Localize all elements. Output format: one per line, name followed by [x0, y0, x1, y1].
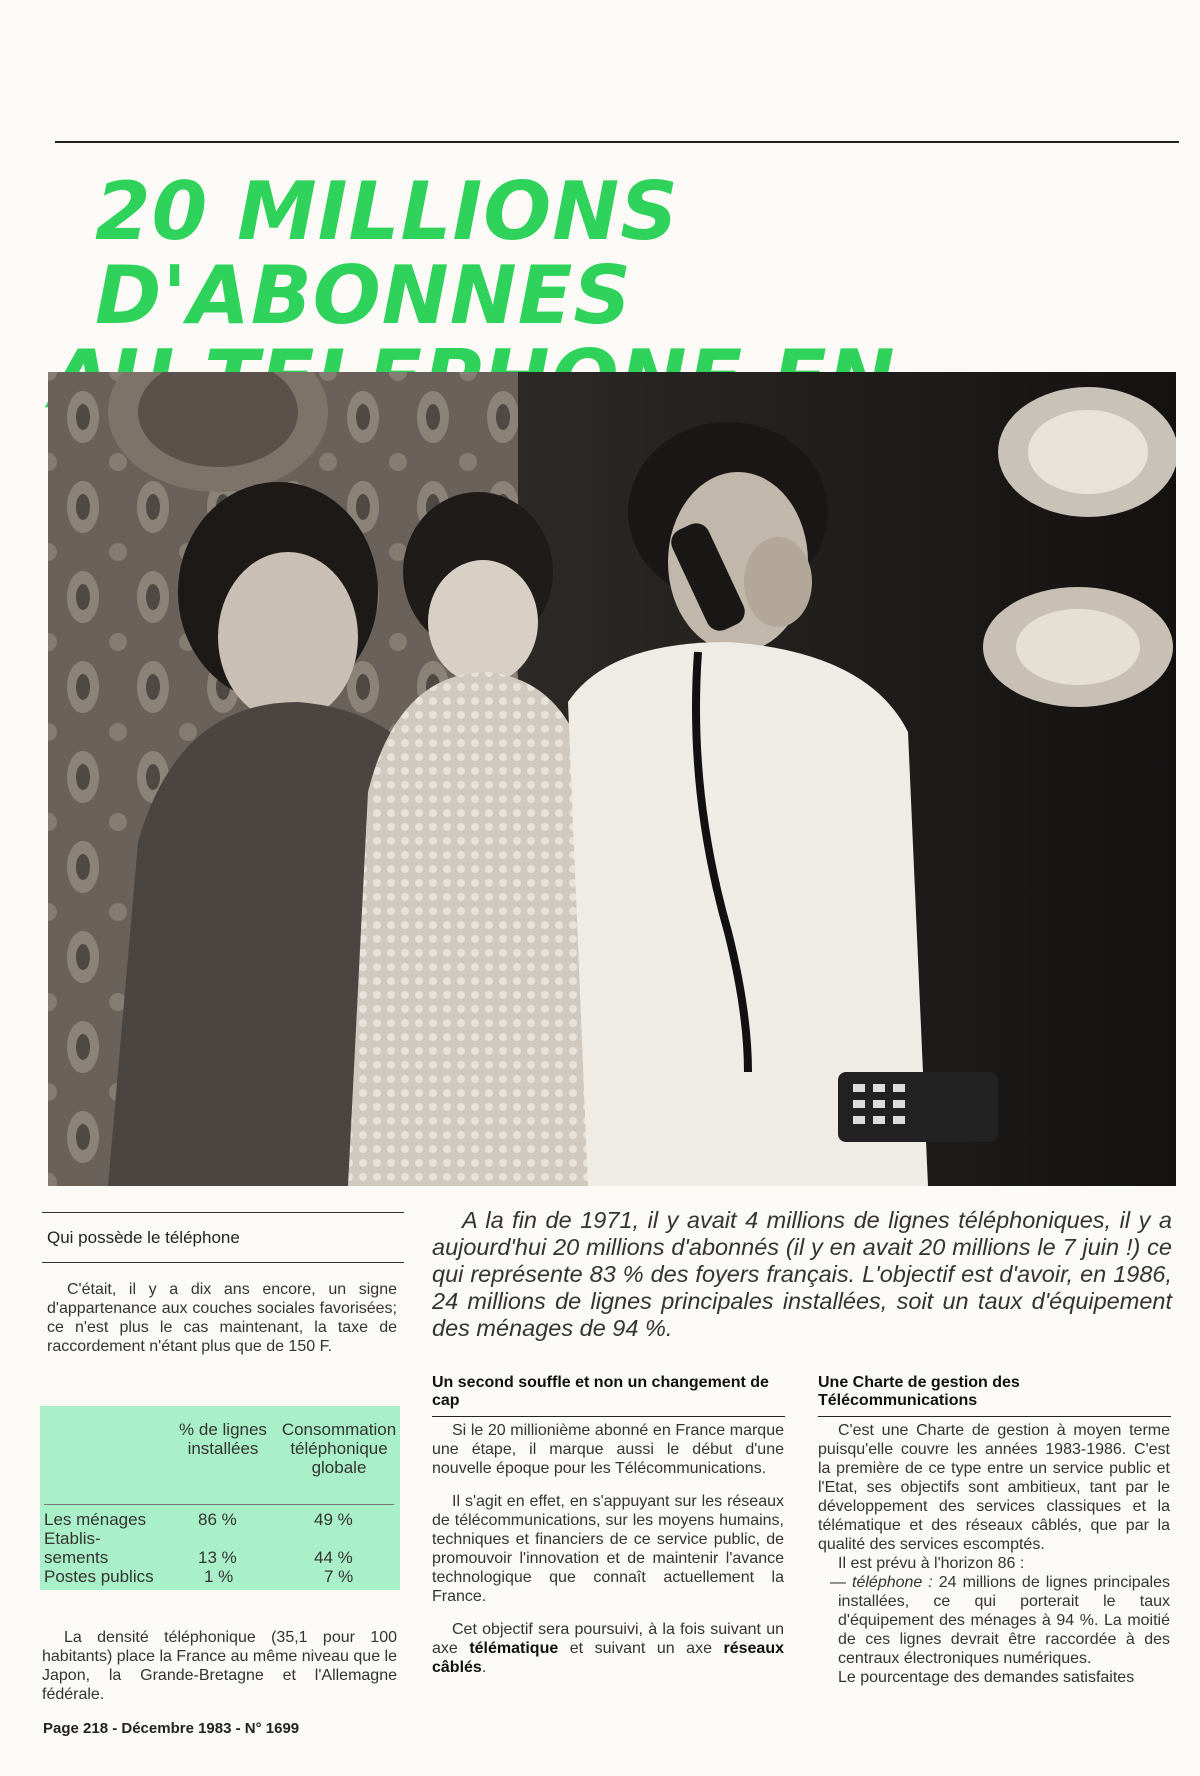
row-conso: 49 % [314, 1510, 353, 1529]
row-lignes: 86 % [198, 1510, 237, 1529]
stats-table [40, 1406, 400, 1590]
family-photo-illustration [48, 372, 1176, 1186]
top-rule [55, 141, 1179, 143]
col2-paragraph-2: Il est prévu à l'horizon 86 : [838, 1555, 1025, 1572]
col2-paragraph-3 [818, 1573, 1170, 1668]
table-row [44, 1567, 394, 1586]
col1-paragraph-2: Il s'agit en effet, en s'appuyant sur les réseaux de télécommunications, sur les moyens humains, techniques et financiers de ce service public, de promouvoir l'innovation et de maintenir l'avance technologique que connaît actuellement la France. [432, 1493, 784, 1605]
sidebar-rule-top [42, 1212, 404, 1213]
col1-p3-start: Cet objectif sera poursuivi, à la fois suivant un axe [432, 1621, 784, 1657]
sidebar-title: Qui possède le téléphone [47, 1228, 240, 1247]
col1-p3-end: . [481, 1659, 487, 1676]
sidebar-text [47, 1280, 397, 1356]
row-label: Les ménages [44, 1510, 147, 1529]
table-rule [44, 1504, 394, 1505]
col1-paragraph-3 [432, 1620, 784, 1677]
row-conso: 44 % [314, 1548, 353, 1567]
row-lignes: 1 % [204, 1567, 234, 1586]
table-row [44, 1529, 394, 1548]
table-row [44, 1510, 394, 1529]
sidebar-paragraph: C'était, il y a dix ans encore, un signe d'appartenance aux couches sociales favorisées; ce n'est plus le cas maintenant, la taxe de raccordement n'étant plus que de 150 F. [47, 1281, 397, 1355]
row-conso: 7 % [324, 1567, 354, 1586]
col1-p3-mid: et suivant un axe [558, 1640, 724, 1657]
family-photo [48, 372, 1176, 1186]
row-label: sements [44, 1548, 109, 1567]
col2-paragraph-4: Le pourcentage des demandes satisfaites [838, 1669, 1135, 1686]
lead-paragraph: A la fin de 1971, il y avait 4 millions de lignes téléphoniques, il y a aujourd'hui 20 millions d'abonnés (il y en avait 20 millions le 7 juin !) ce qui représente 83 % des foyers français. L'objectif est d'avoir, en 1986, 24 millions de lignes principales installées, soit un taux d'équipement des ménages de 94 %. [432, 1207, 1172, 1341]
col2-body [818, 1421, 1170, 1687]
density-paragraph: La densité téléphonique (35,1 pour 100 habitants) place la France au même niveau que le Japon, la Grande-Bretagne et l'Allemagne fédérale. [42, 1629, 397, 1703]
table-row [44, 1548, 394, 1567]
table-header-lignes: % de lignes installées [179, 1420, 267, 1458]
col1-paragraph-1: Si le 20 millionième abonné en France marque une étape, il marque aussi le début d'une nouvelle époque pour les Télécommunications. [432, 1422, 784, 1477]
col1-rule [432, 1416, 785, 1417]
density-text [42, 1628, 397, 1706]
col1-p3-bold-2: réseaux câblés [432, 1640, 784, 1676]
page-footer: Page 218 - Décembre 1983 - N° 1699 [43, 1720, 300, 1737]
row-label: Etablis- [44, 1529, 101, 1548]
col2-p3-italic: téléphone : [852, 1574, 933, 1591]
headline-line-1: 20 MILLIONS D'ABONNES [95, 165, 679, 342]
col1-title: Un second souffle et non un changement de cap [432, 1374, 769, 1409]
col1-p3-bold-1: télématique [469, 1640, 559, 1657]
table-header-conso: Consommation téléphonique globale [281, 1420, 397, 1477]
col2-title: Une Charte de gestion des Télécommunications [818, 1374, 1020, 1409]
col2-paragraph-1: C'est une Charte de gestion à moyen terme puisqu'elle couvre les années 1983-1986. C'est la première de ce type entre un service public et l'Etat, ses objectifs sont ambitieux, tant par le développement des services classiques et la télématique et des réseaux câblés, que par la qualité des services escomptés. [818, 1422, 1170, 1553]
sidebar-rule-bottom [42, 1262, 404, 1263]
row-label: Postes publics [44, 1567, 154, 1586]
row-lignes: 13 % [198, 1548, 237, 1567]
col2-p3-text: 24 millions de lignes principales installées, ce qui porterait le taux d'équipement des ménages à 94 %. La moitié de ces lignes devrait être raccordée à des centraux électroniques numériques. [838, 1574, 1171, 1667]
col2-rule [818, 1416, 1171, 1417]
col2-p3-dash: — [830, 1574, 853, 1591]
col1-body [432, 1421, 784, 1677]
